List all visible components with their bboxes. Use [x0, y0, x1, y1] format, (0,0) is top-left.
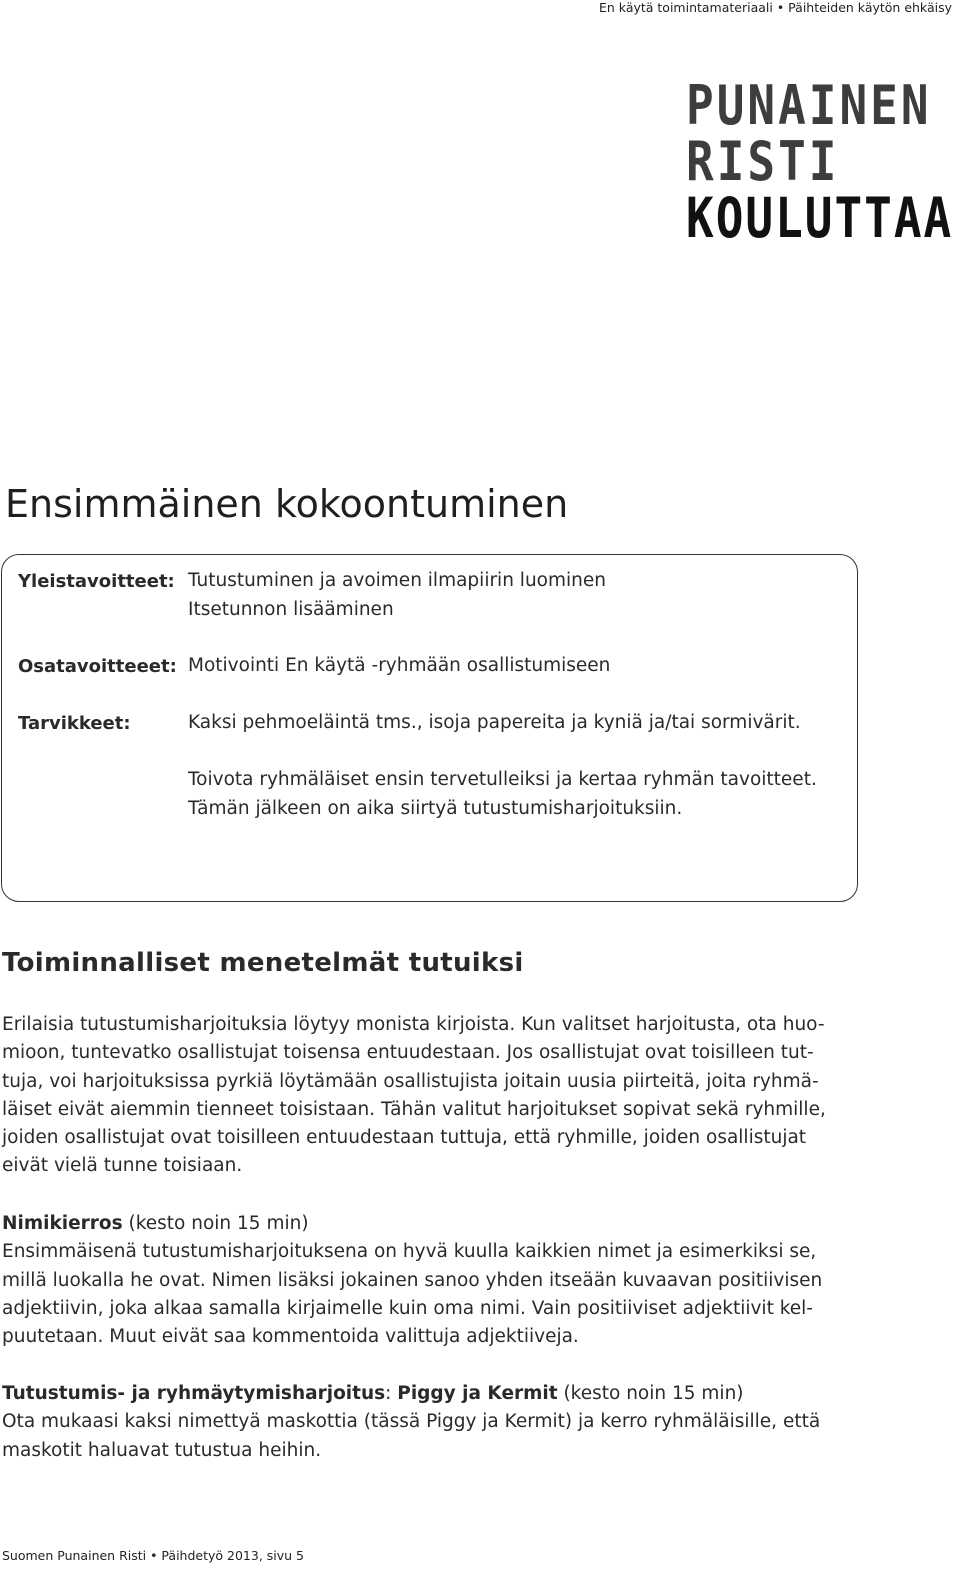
exercise-name: Tutustumis- ja ryhmäytymisharjoitus	[2, 1383, 386, 1404]
intro-line: tuja, voi harjoituksissa pyrkiä löytämään osallistujista joitain uusia piirteitä, joita ryhmä-	[2, 1070, 819, 1092]
exercise-line: adjektiivin, joka alkaa samalla kirjaimelle kuin oma nimi. Vain positiiviset adjektiivit kel-	[2, 1297, 813, 1319]
supplies-label: Tarvikkeet:	[18, 713, 131, 734]
exercise-line: Ota mukaasi kaksi nimettyä maskottia (tässä Piggy ja Kermit) ja kerro ryhmäläisille, että	[2, 1411, 821, 1433]
exercise-line: millä luokalla he ovat. Nimen lisäksi jokainen sanoo yhden itseään kuvaavan positiivisen	[2, 1269, 823, 1291]
general-goal-2: Itsetunnon lisääminen	[188, 599, 394, 620]
exercise-line: Ensimmäisenä tutustumisharjoituksena on hyvä kuulla kaikkien nimet ja esimerkiksi se,	[2, 1241, 817, 1263]
page-footer: Suomen Punainen Risti • Päihdetyö 2013, sivu 5	[2, 1548, 305, 1563]
page-title: Ensimmäinen kokoontuminen	[5, 482, 569, 526]
logo-line-3: KOULUTTAA	[686, 185, 954, 250]
intro-line: Erilaisia tutustumisharjoituksia löytyy monista kirjoista. Kun valitset harjoitusta, ota huo-	[2, 1014, 825, 1035]
section-heading: Toiminnalliset menetelmät tutuiksi	[2, 948, 524, 978]
logo-line-2: RISTI	[686, 129, 840, 193]
logo-line-1: PUNAINEN	[686, 73, 932, 137]
exercise-duration: (kesto noin 15 min)	[557, 1383, 744, 1404]
punainen-risti-kouluttaa-logo	[686, 73, 954, 250]
intro-line: joiden osallistujat ovat toisilleen entuudestaan tuttuja, että ryhmille, joiden osallistujat	[2, 1127, 807, 1149]
exercise-piggy-kermit	[2, 1380, 872, 1465]
exercise-title-line	[2, 1380, 872, 1408]
intro-line: eivät vielä tunne toisiaan.	[2, 1155, 243, 1177]
exercise-title-line	[2, 1210, 872, 1238]
partial-goals-label: Osatavoitteeet:	[18, 656, 177, 677]
running-header: En käytä toimintamateriaali • Päihteiden käytön ehkäisy	[599, 0, 952, 15]
note-line-1: Toivota ryhmäläiset ensin tervetulleiksi ja kertaa ryhmän tavoitteet.	[188, 769, 817, 790]
exercise-separator: :	[385, 1383, 398, 1404]
note-line-2: Tämän jälkeen on aika siirtyä tutustumisharjoituksiin.	[188, 798, 683, 819]
exercise-name: Nimikierros	[2, 1213, 123, 1234]
general-goal-1: Tutustuminen ja avoimen ilmapiirin luominen	[188, 570, 606, 591]
partial-goal: Motivointi En käytä -ryhmään osallistumiseen	[188, 655, 611, 676]
goals-box	[1, 554, 858, 902]
exercise-nimikierros	[2, 1210, 872, 1351]
exercise-subname: Piggy ja Kermit	[397, 1383, 558, 1404]
general-goals-label: Yleistavoitteet:	[18, 571, 175, 592]
exercise-duration: (kesto noin 15 min)	[122, 1213, 309, 1234]
exercise-line: maskotit haluavat tutustua heihin.	[2, 1439, 322, 1461]
intro-line: mioon, tuntevatko osallistujat toisensa entuudestaan. Jos osallistujat ovat toisilleen tut-	[2, 1042, 814, 1064]
intro-line: läiset eivät aiemmin tienneet toisistaan. Tähän valitut harjoitukset sopivat sekä ryhmille,	[2, 1098, 826, 1120]
intro-paragraph	[2, 1011, 872, 1181]
exercise-line: puutetaan. Muut eivät saa kommentoida valittuja adjektiiveja.	[2, 1326, 579, 1348]
supplies-value: Kaksi pehmoeläintä tms., isoja papereita ja kyniä ja/tai sormivärit.	[188, 712, 801, 733]
